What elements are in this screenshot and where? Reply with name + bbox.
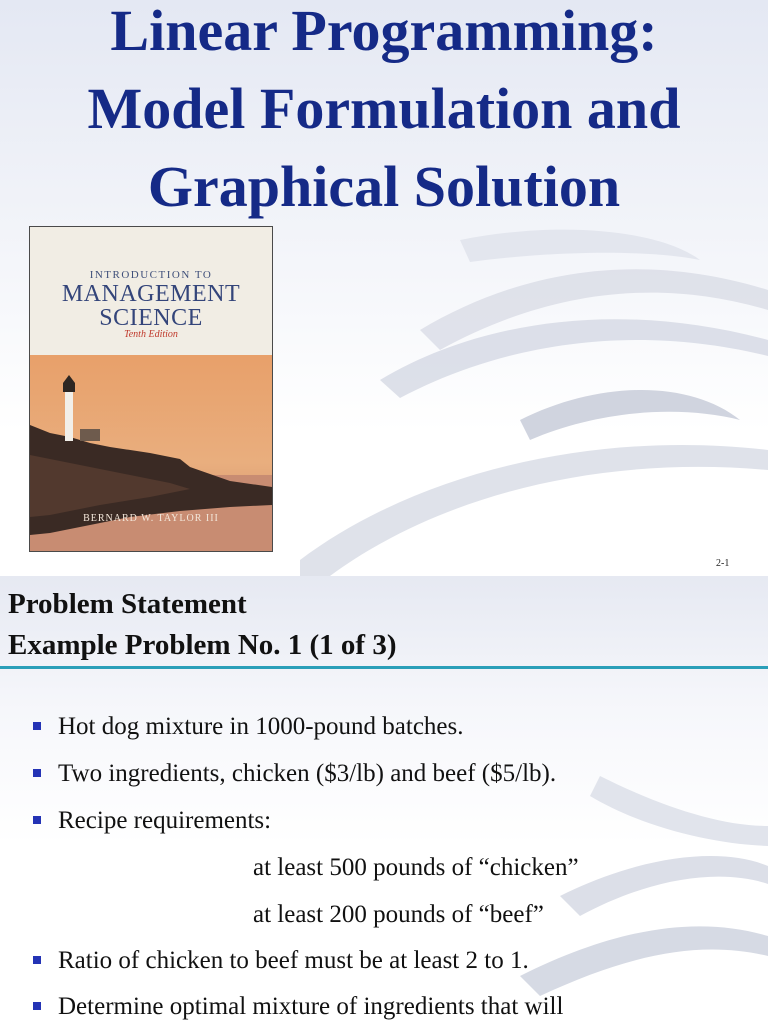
sub-line: at least 200 pounds of “beef” <box>253 901 544 928</box>
book-edition: Tenth Edition <box>124 329 178 340</box>
title-divider <box>0 666 768 669</box>
problem-statement-slide <box>0 576 768 1024</box>
bullet-marker-icon <box>33 769 41 777</box>
title-line-2: Example Problem No. 1 (1 of 3) <box>8 629 397 661</box>
bullet-marker-icon <box>33 816 41 824</box>
title-line-1: Linear Programming: <box>110 0 658 63</box>
book-cover-image <box>29 226 273 552</box>
book-intro-text: INTRODUCTION TO <box>89 269 213 281</box>
bullet-item: Recipe requirements: <box>58 807 272 834</box>
title-line-2: Model Formulation and <box>87 76 681 141</box>
book-title-line-1: MANAGEMENT <box>61 281 241 307</box>
sub-line: at least 500 pounds of “chicken” <box>253 854 579 881</box>
title-line-3: Graphical Solution <box>147 154 621 219</box>
bullet-item: Two ingredients, chicken ($3/lb) and beef ($5/lb). <box>58 760 557 787</box>
book-title-line-2: SCIENCE <box>99 305 203 331</box>
bullet-marker-icon <box>33 956 41 964</box>
page-number: 2-1 <box>716 558 730 569</box>
title-line-1: Problem Statement <box>8 588 247 620</box>
book-author: BERNARD W. TAYLOR III <box>83 513 219 524</box>
bullet-item: Hot dog mixture in 1000-pound batches. <box>58 713 464 740</box>
bullet-item: Determine optimal mixture of ingredients that will <box>58 993 564 1020</box>
bullet-item: Ratio of chicken to beef must be at least 2 to 1. <box>58 947 529 974</box>
bullet-marker-icon <box>33 1002 41 1010</box>
slide-title <box>8 584 397 666</box>
bullet-marker-icon <box>33 722 41 730</box>
slide-title <box>0 0 768 226</box>
